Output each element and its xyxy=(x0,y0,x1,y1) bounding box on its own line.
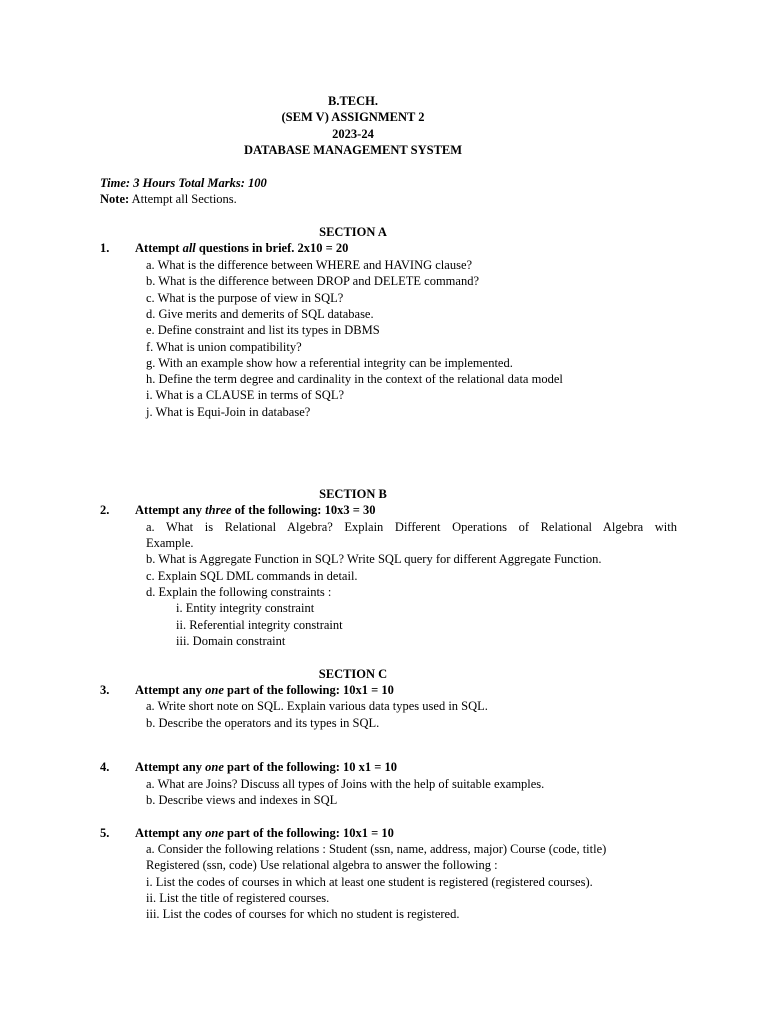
section-c-title: SECTION C xyxy=(318,667,388,681)
q2-item-b: b. What is Aggregate Function in SQL? Write SQL query for different Aggregate Function. xyxy=(146,552,602,566)
q3-item-b: b. Describe the operators and its types in SQL. xyxy=(146,716,380,730)
question-2-emphasis: three xyxy=(205,503,232,517)
q1-item-d: d. Give merits and demerits of SQL database. xyxy=(146,307,374,321)
q1-item-a: a. What is the difference between WHERE and HAVING clause? xyxy=(146,258,473,272)
note-line xyxy=(100,191,237,207)
question-2-pre: Attempt any xyxy=(135,503,206,517)
q3-item-a: a. Write short note on SQL. Explain various data types used in SQL. xyxy=(146,699,488,713)
subject-title: DATABASE MANAGEMENT SYSTEM xyxy=(243,143,463,157)
q1-item-e: e. Define constraint and list its types in DBMS xyxy=(146,323,380,337)
q1-item-h: h. Define the term degree and cardinality in the context of the relational data model xyxy=(146,372,563,386)
q5-sub-item-i: i. List the codes of courses in which at least one student is registered (registered courses). xyxy=(146,875,593,889)
q2-item-a-line1: a. What is Relational Algebra? Explain Different Operations of Relational Algebra with xyxy=(146,520,677,534)
q2-item-c: c. Explain SQL DML commands in detail. xyxy=(146,569,358,583)
section-a-title: SECTION A xyxy=(319,225,387,239)
q2-sub-item-i: i. Entity integrity constraint xyxy=(176,601,315,615)
q2-item-a-line2: Example. xyxy=(146,536,194,550)
q5-item-a-line2: Registered (ssn, code) Use relational algebra to answer the following : xyxy=(146,858,498,872)
q5-item-a-line1: a. Consider the following relations : Student (ssn, name, address, major) Course (code, title) xyxy=(146,842,607,856)
section-b-title: SECTION B xyxy=(319,487,387,501)
question-3-number: 3. xyxy=(100,683,110,697)
q2-sub-item-ii: ii. Referential integrity constraint xyxy=(176,618,343,632)
question-2-text xyxy=(135,502,375,518)
q1-item-j: j. What is Equi-Join in database? xyxy=(146,405,311,419)
question-1-post: questions in brief. 2x10 = 20 xyxy=(195,241,349,255)
question-3-text xyxy=(135,682,394,698)
question-2-post: of the following: 10x3 = 30 xyxy=(231,503,376,517)
question-4-pre: Attempt any xyxy=(135,760,206,774)
note-label: Note: xyxy=(100,192,130,206)
assignment-title: (SEM V) ASSIGNMENT 2 xyxy=(281,110,425,124)
question-1-number: 1. xyxy=(100,241,110,255)
q2-sub-item-iii: iii. Domain constraint xyxy=(176,634,286,648)
question-3-post: part of the following: 10x1 = 10 xyxy=(223,683,394,697)
question-5-number: 5. xyxy=(100,826,110,840)
q5-sub-item-ii: ii. List the title of registered courses. xyxy=(146,891,330,905)
question-3-pre: Attempt any xyxy=(135,683,206,697)
question-4-post: part of the following: 10 x1 = 10 xyxy=(223,760,397,774)
question-5-emphasis: one xyxy=(205,826,224,840)
question-5-post: part of the following: 10x1 = 10 xyxy=(223,826,394,840)
question-5-text xyxy=(135,825,394,841)
question-1-pre: Attempt xyxy=(135,241,183,255)
q4-item-b: b. Describe views and indexes in SQL xyxy=(146,793,338,807)
q2-item-d: d. Explain the following constraints : xyxy=(146,585,332,599)
q1-item-f: f. What is union compatibility? xyxy=(146,340,302,354)
q1-item-b: b. What is the difference between DROP and DELETE command? xyxy=(146,274,479,288)
q1-item-g: g. With an example show how a referential integrity can be implemented. xyxy=(146,356,513,370)
time-marks: Time: 3 Hours Total Marks: 100 xyxy=(100,176,267,190)
q4-item-a: a. What are Joins? Discuss all types of Joins with the help of suitable examples. xyxy=(146,777,545,791)
academic-year: 2023-24 xyxy=(332,127,374,141)
question-3-emphasis: one xyxy=(205,683,224,697)
q5-sub-item-iii: iii. List the codes of courses for which no student is registered. xyxy=(146,907,460,921)
note-text: Attempt all Sections. xyxy=(129,192,237,206)
question-1-text xyxy=(135,240,348,256)
program-title: B.TECH. xyxy=(327,94,378,108)
q1-item-i: i. What is a CLAUSE in terms of SQL? xyxy=(146,388,345,402)
question-2-number: 2. xyxy=(100,503,110,517)
question-4-emphasis: one xyxy=(205,760,224,774)
question-5-pre: Attempt any xyxy=(135,826,206,840)
q1-item-c: c. What is the purpose of view in SQL? xyxy=(146,291,344,305)
question-1-emphasis: all xyxy=(182,241,196,255)
question-4-number: 4. xyxy=(100,760,110,774)
question-4-text xyxy=(135,759,397,775)
